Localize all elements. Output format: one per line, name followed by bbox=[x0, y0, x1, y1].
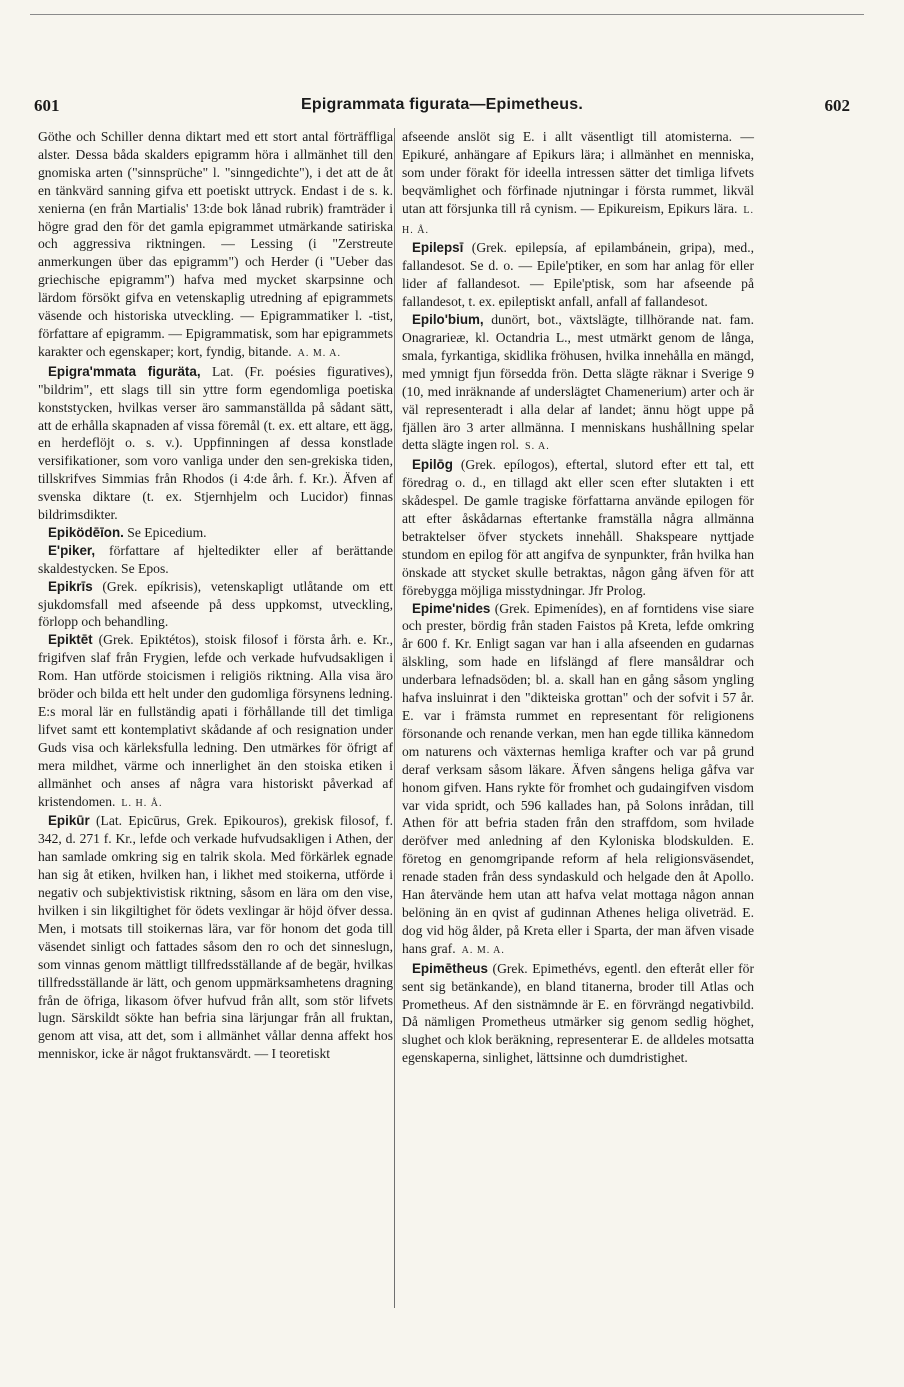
entry-continuation: afseende anslöt sig E. i allt väsentligt till atomisterna. — Epikuré, anhängare af Epikurs lära; i allmänhet en menniska, som under förakt för ideella intressen sätter det timliga lifvets beqvämlighet och förfinade njutningar i första rummet, likväl utan att försjunka till rå cynism. — Epikureism, Epikurs lära. L. H. Å. bbox=[402, 129, 754, 236]
headword: E'piker, bbox=[48, 542, 96, 558]
entry-epikedeion: Epiködēīon. Se Epicedium. bbox=[48, 524, 207, 540]
headword: Epikrīs bbox=[48, 578, 93, 594]
entry-epikris: Epikrīs (Grek. epíkrisis), vetenskapligt utlåtande om ett sjukdomsfall med afseende på dess uppkomst, utveckling, förlopp och behandling. bbox=[38, 578, 394, 630]
entry-epilog: Epilōg (Grek. epílogos), eftertal, slutord efter ett tal, ett föredrag o. d., en tillagd akt eller scen efter slutakten i ett skådespel. De gamle tragiske författarna använde epilogen för att efter åskådarnas eftertanke framställa några allmänna betraktelser öfver styckets innehåll. Shakspeare nyttjade stundom en epilog för att angifva de synpunkter, från hvilka han önskade att stycket skulle betraktas, någon gång äfven för att förebygga möjliga misstydningar. Jfr Prolog. bbox=[402, 457, 754, 598]
headword: Epilo'bium, bbox=[412, 312, 484, 328]
entry-continuation: Göthe och Schiller denna diktart med ett stort antal förträffliga alster. Dessa båda skalders epigramm höra i allmänhet till den gnomiska arten ("sinnsprüche" l. "sinngedichte"), i det att de åt en tänkvärd sanning gifva ett poetiskt uttryck. Endast i de s. k. xenierna (en från Martialis' 13:de bok lånad rubrik) framträder i högre grad den för det gamla epigrammet utmärkande satiriska och aggressiva riktningen. — Lessing (i "Zerstreute anmerkungen über das epigramm") och Herder (i "Ueber das griechische epigramm") hafva med mycket skarpsinne och lärdom försökt gifva en vetenskaplig utredning af epigrammets väsende och historiska utveckling. — Epigrammatiker l. -tist, författare af epigramm. — Epigrammatisk, som har epigrammets karakter och egenskaper; kort, fyndig, bitande. A. M. A. bbox=[38, 129, 393, 359]
author-signature: S. A. bbox=[525, 441, 550, 453]
author-signature: L. H. Å. bbox=[402, 204, 754, 236]
headword: Epigra'mmata figuräta, bbox=[48, 363, 201, 379]
headword: Epiködēīon. bbox=[48, 524, 124, 540]
entry-epilobium: Epilo'bium, dunört, bot., växtslägte, tillhörande nat. fam. Onagrarieæ, kl. Octandria L., mest utmärkt genom de långa, smala, fyrkantiga, skidlika fröhusen, hvilka innehålla en mängd, med ymnigt fjun försedda frön. Detta slägte räknar i Sverige 9 (10, med inräknande af underslägtet Chamenerium) arter och är väl representeradt i alla delar af landet; ännu högt uppe på fjällen äro 3 arter allmänna. I menniskans hushållning spelar detta slägte ingen rol. S. A. bbox=[402, 312, 754, 453]
entry-epiker: E'piker, författare af hjeltedikter eller af berättande skaldestycken. Se Epos. bbox=[38, 542, 394, 576]
top-rule bbox=[30, 14, 864, 15]
right-column bbox=[402, 128, 754, 1067]
headword: Epilōg bbox=[412, 457, 453, 473]
headword: Epiktēt bbox=[48, 632, 93, 648]
headword: Epimētheus bbox=[412, 960, 488, 976]
entry-epimenides: Epime'nides (Grek. Epimenídes), en af forntidens vise siare och prester, bördig från staden Faistos på Kreta, lefde omkring år 600 f. Kr. Enligt sagan var han i alla afseenden en gudarnas älskling, som hade en lifslängd af flere mansåldrar och underbara lefnadsöden; bl. a. skall han en gång såsom yngling hafva insluinrat i den "dikteiska grottan" och der sofvit i 57 år. E. var i främsta rummet en representant för religionens försonande och renande verkan, men han egde tillika kännedom om naturens och växternas hemliga krafter och var på grund deraf verksam såsom läkare. Äfven sångens heliga gåfva var honom gifven. Hans rykte för fromhet och gudaingifven visdom var vida spridt, och 596 kallades han, på Solons inrådan, till Athen för att befria staden från den straffdom, som hvilade deröfver med anledning af den Kyloniska blodskulden. E. företog en genomgripande reform af hela religionsväsendet, renade staden från dess syndaskuld och helgade den åt Apollo. Han återvände hem utan att hafva velat mottaga någon annan belöning än en qvist af gudinnan Athenes heliga oliveträd. E. dog vid hög ålder, på Kreta eller i Sparta, der man äfven visade hans graf. A. M. A. bbox=[402, 600, 754, 956]
headword: Epikūr bbox=[48, 813, 90, 829]
running-title: Epigrammata figurata—Epimetheus. bbox=[300, 96, 584, 113]
headword: Epilepsī bbox=[412, 240, 464, 256]
entry-epigrammata-figurata: Epigra'mmata figuräta, Lat. (Fr. poésies figuratives), "bildrim", ett slags till sin yttre form egendomliga poetiska konststycken, hvilkas verser äro sammanställda på sådant sätt, att de erhålla skapnaden af vissa föremål (t. ex. ett altare, ett ägg, en herdeflöjt o. s. v.). Uppfinningen af dessa konstlade versifikationer, som voro vanliga under den sen-grekiska tiden, tillskrifves Simmias från Rhodos (i 4:de årh. f. Kr.). Äfven af svenska diktare (t. ex. Stjernhjelm och Lucidor) finnas bildrimsdikter. bbox=[38, 363, 393, 523]
headword: Epime'nides bbox=[412, 600, 491, 616]
entry-epimetheus: Epimētheus (Grek. Epimethévs, egentl. den efteråt eller för sent sig betänkande), en bland titanerna, broder till Atlas och Prometheus. Af den sistnämnde är E. en förvrängd negativbild. Då nämligen Prometheus utmärker sig genom sedlig höghet, slughet och klok beräkning, representerar E. de alldeles motsatta egenskaperna, sinlighet, lättsinne och dumdristighet. bbox=[402, 960, 754, 1066]
entry-epilepsi: Epilepsī (Grek. epilepsía, af epilambánein, gripa), med., fallandesot. Se d. o. — Epile'ptiker, en som har anlag för eller lider af fallandesot. — Epile'ptisk, som har afseende på fallandesot, t. ex. epileptiskt anfall, anfall af fallandesot. bbox=[402, 240, 754, 310]
author-signature: A. M. A. bbox=[297, 347, 341, 359]
author-signature: L. H. Å. bbox=[121, 797, 163, 809]
left-column bbox=[38, 128, 393, 1063]
author-signature: A. M. A. bbox=[461, 944, 505, 956]
entry-epikur: Epikūr (Lat. Epicūrus, Grek. Epikouros), grekisk filosof, f. 342, d. 271 f. Kr., lefde och verkade hufvudsakligen i Athen, der han samlade omkring sig en talrik skola. Med förkärlek egnade han sig åt etiken, hvilken han, i likhet med stoikerna, utförde i negativ och subjektivistisk riktning, såsom en lära om den vise, hvilken i sin likgiltighet för ödets vexlingar är höjd öfver dessa. Men, i motsats till stoikernas lära, var för honom det goda till väsendet sinligt och fattades såsom den ro och det sinneslugn, som vinnas genom mättligt tillfredsställande af de begär, hvilkas tillfredsställande är lätt, och genom uppmärksamhetens dragning från de öfriga, likasom öfver hufvud från allt, som stör lifvets lugn. Särskildt sökte han befria sina lärjungar från all fruktan, genom att visa, att det, som i allmänhet vållar denna affekt hos menniskor, icke är något fruktansvärdt. — I teoretiskt bbox=[38, 813, 393, 1062]
page-number-left: 601 bbox=[34, 96, 60, 115]
page-header bbox=[34, 96, 850, 120]
column-divider bbox=[394, 128, 395, 1308]
page-number-right: 602 bbox=[824, 96, 850, 115]
entry-epiktet: Epiktēt (Grek. Epiktétos), stoisk filosof i första årh. e. Kr., frigifven slaf från Frygien, lefde och verkade hufvudsakligen i Rom. Han utförde stoicismen i religiös riktning. Alla visa äro bröder och bilda ett helt under den gudomliga försynens ledning. E:s moral lär en fullständig apati i förhållande till det timliga lifvet samt ett kontemplativt skådande af och resignation under Guds visa och kärleksfulla ledning. Den utmärkes för öfrigt af mera mildhet, värme och innerlighet än den stoiska etiken i allmänhet och anses af några vara historiskt påverkad af kristendomen. L. H. Å. bbox=[38, 632, 393, 809]
